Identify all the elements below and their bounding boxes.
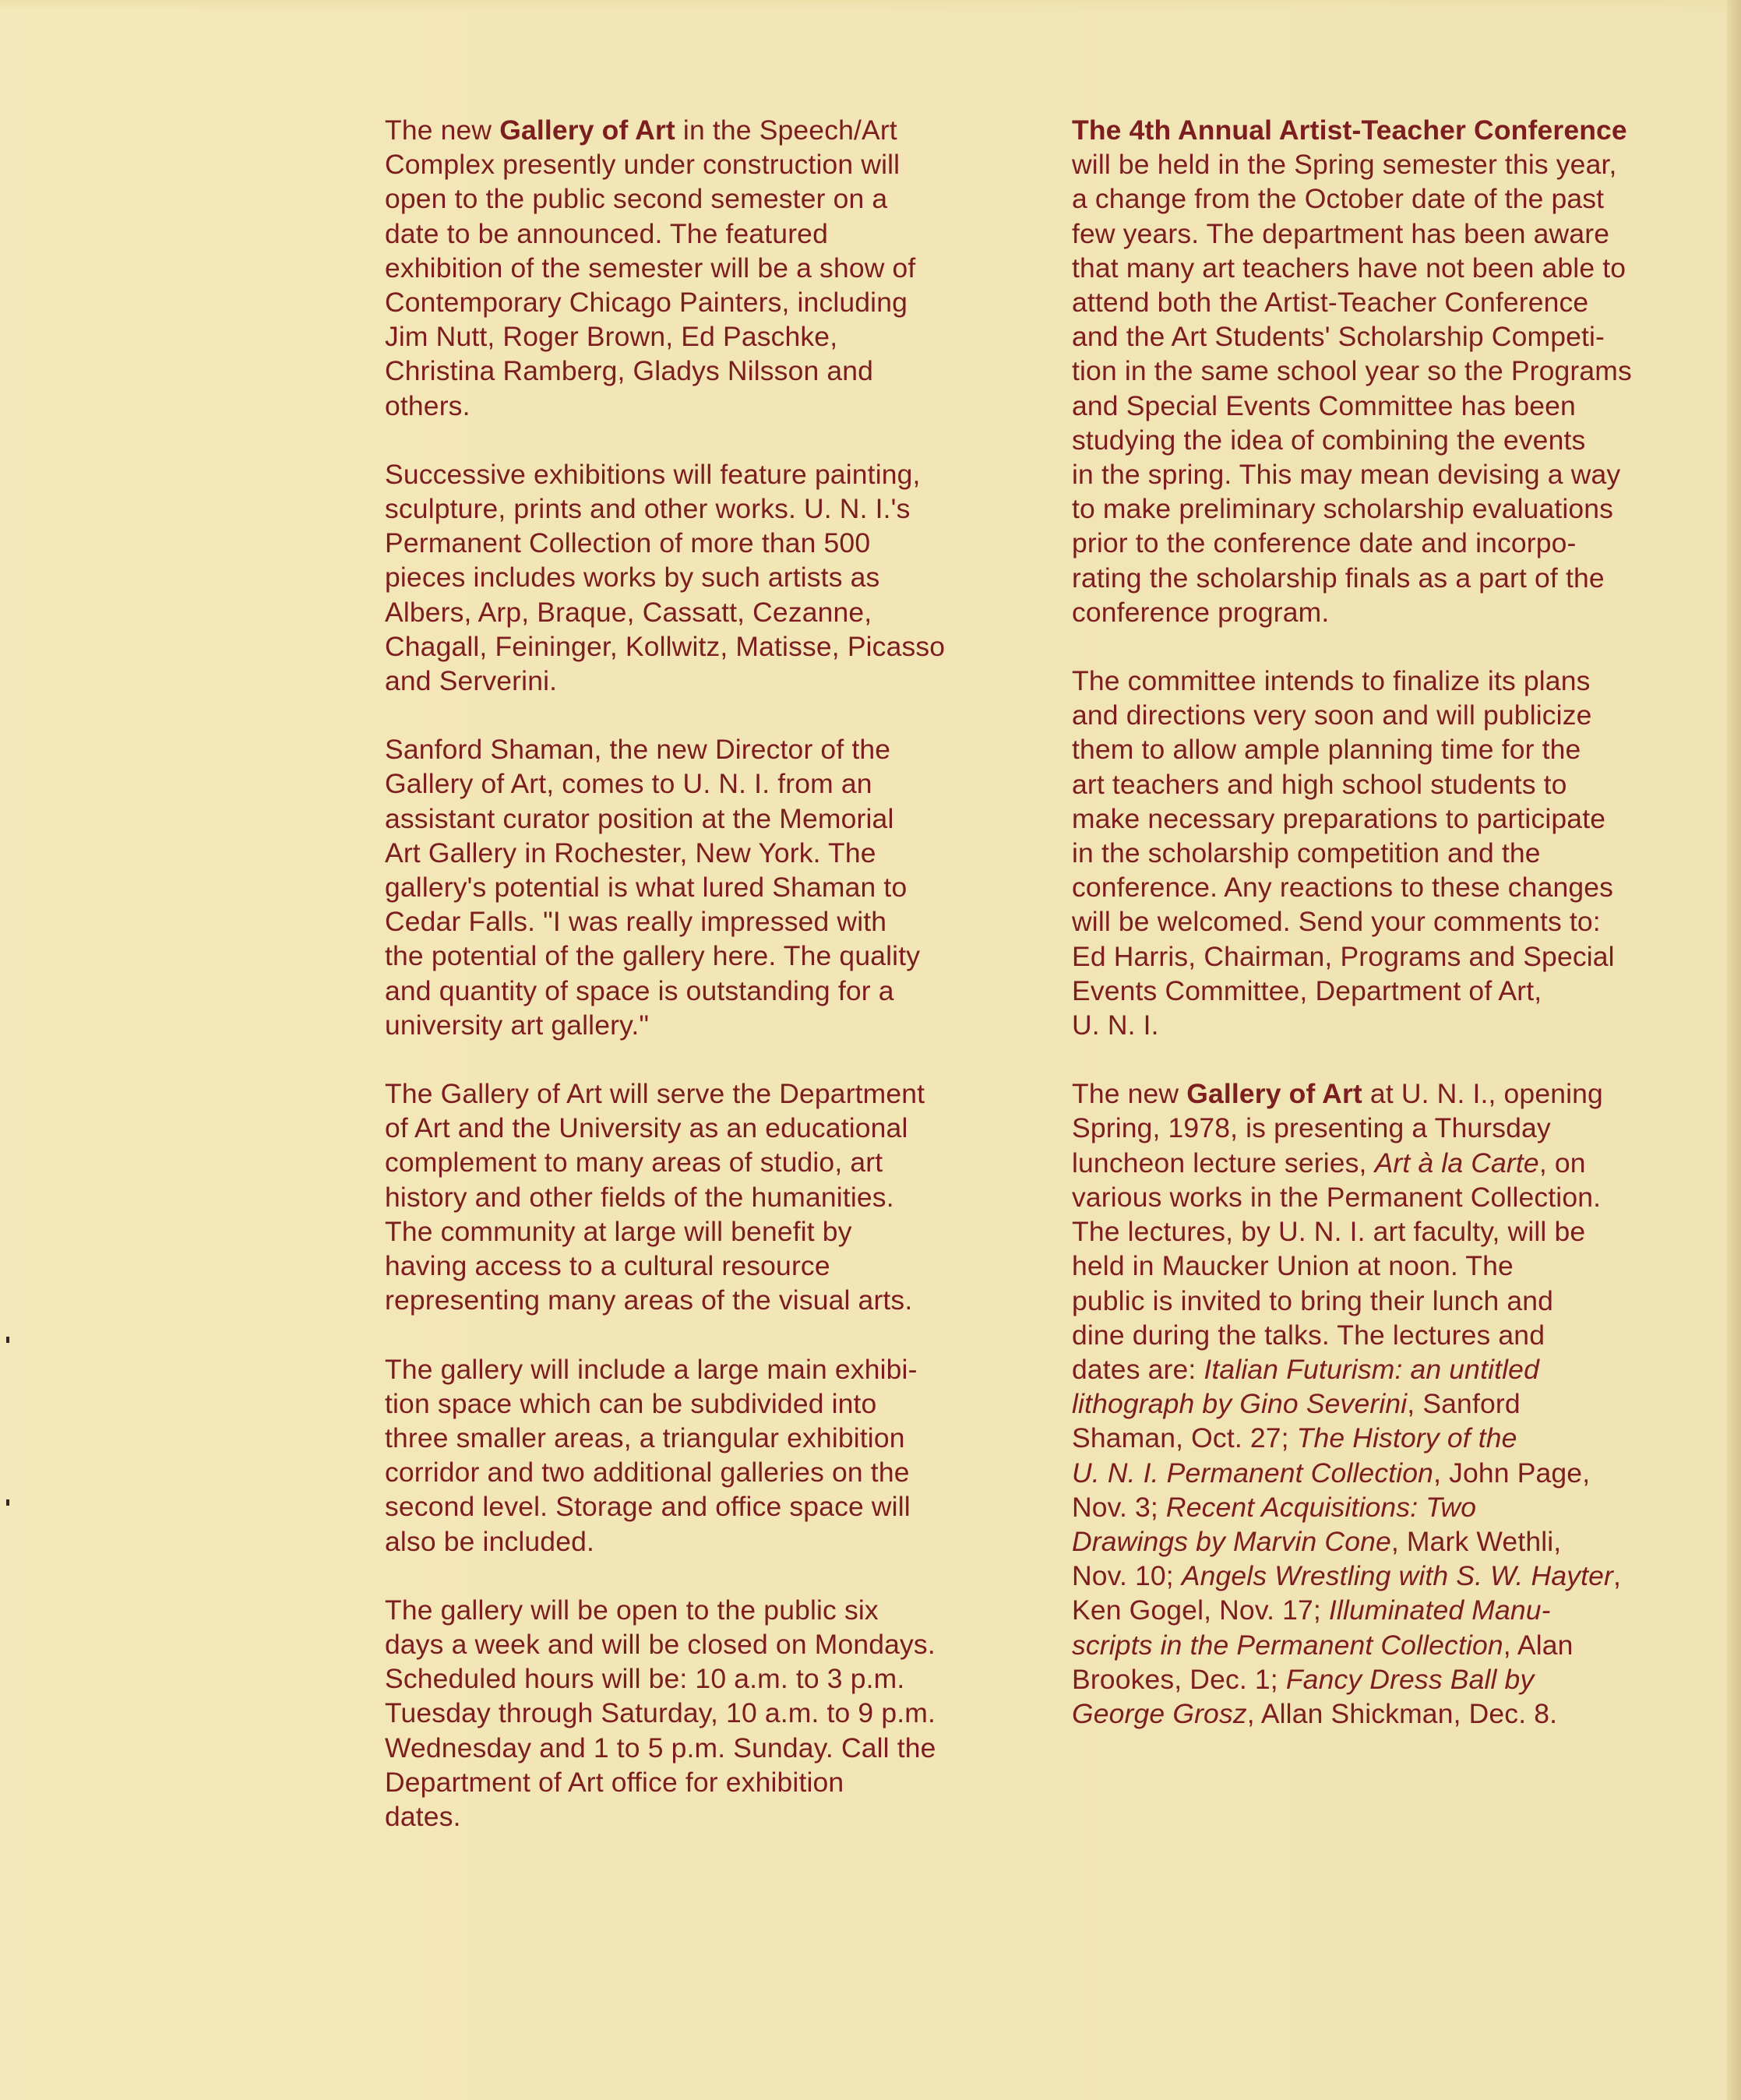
- director-paragraph: [385, 732, 1031, 1042]
- text-run: Brookes, Dec. 1;: [1072, 1663, 1286, 1695]
- text-line: [1072, 1111, 1695, 1145]
- text-run: various works in the Permanent Collection.: [1072, 1181, 1602, 1213]
- text-line: [1072, 802, 1695, 836]
- text-line: [385, 251, 1031, 285]
- text-run: Albers, Arp, Braque, Cassatt, Cezanne,: [385, 596, 872, 628]
- text-line: [1072, 217, 1695, 251]
- text-run: The committee intends to finalize its plans: [1072, 665, 1591, 697]
- page-right-edge: [1727, 0, 1741, 2100]
- text-line: [385, 1076, 1031, 1111]
- text-line: [1072, 1559, 1695, 1593]
- text-run: Gallery of Art, comes to U. N. I. from an: [385, 768, 872, 800]
- text-run: , Allan Shickman, Dec. 8.: [1246, 1697, 1558, 1729]
- text-line: [385, 1180, 1031, 1214]
- text-run: Scheduled hours will be: 10 a.m. to 3 p.m.: [385, 1663, 905, 1695]
- text-run: corridor and two additional galleries on the: [385, 1457, 910, 1489]
- text-run: tion in the same school year so the Programs: [1072, 355, 1632, 387]
- gallery-purpose-paragraph: [385, 1076, 1031, 1317]
- text-run: public is invited to bring their lunch and: [1072, 1284, 1554, 1316]
- text-line: [1072, 1662, 1695, 1697]
- text-run: Sanford Shaman, the new Director of the: [385, 734, 891, 766]
- italic-text: Drawings by Marvin Cone: [1072, 1525, 1391, 1557]
- text-line: [1072, 1352, 1695, 1386]
- text-run: at U. N. I., opening: [1362, 1078, 1603, 1110]
- text-line: [1072, 1249, 1695, 1283]
- text-line: [1072, 1146, 1695, 1180]
- text-line: [385, 836, 1031, 870]
- text-run: three smaller areas, a triangular exhibition: [385, 1422, 905, 1453]
- text-run: The community at large will benefit by: [385, 1215, 852, 1247]
- text-line: [385, 802, 1031, 836]
- text-line: [1072, 939, 1695, 974]
- text-line: [1072, 698, 1695, 732]
- text-line: [385, 1731, 1031, 1765]
- text-run: also be included.: [385, 1525, 594, 1557]
- text-run: Ed Harris, Chairman, Programs and Special: [1072, 940, 1615, 972]
- text-line: [385, 354, 1031, 388]
- margin-speck: [6, 1337, 9, 1343]
- text-line: [1072, 1628, 1695, 1662]
- italic-text: Illuminated Manu-: [1328, 1594, 1551, 1626]
- text-run: Complex presently under construction will: [385, 149, 900, 181]
- text-run: few years. The department has been aware: [1072, 217, 1610, 249]
- text-line: [1072, 1697, 1695, 1731]
- text-run: Events Committee, Department of Art,: [1072, 974, 1542, 1006]
- text-run: , Sanford: [1407, 1388, 1521, 1420]
- text-line: [1072, 870, 1695, 904]
- text-run: dates are:: [1072, 1353, 1204, 1385]
- text-run: and directions very soon and will publicize: [1072, 699, 1592, 731]
- text-run: and Serverini.: [385, 665, 558, 697]
- text-run: , on: [1538, 1147, 1586, 1179]
- italic-text: scripts in the Permanent Collection: [1072, 1629, 1503, 1661]
- text-line: [1072, 1284, 1695, 1318]
- text-run: The lectures, by U. N. I. art faculty, will be: [1072, 1216, 1586, 1248]
- text-run: pieces includes works by such artists as: [385, 562, 880, 594]
- text-run: and quantity of space is outstanding for a: [385, 974, 894, 1006]
- text-line: [1072, 1524, 1695, 1559]
- text-line: [1072, 1490, 1695, 1524]
- text-run: Wednesday and 1 to 5 p.m. Sunday. Call the: [385, 1732, 936, 1764]
- text-line: [385, 389, 1031, 423]
- text-line: [1072, 1421, 1695, 1455]
- italic-text: U. N. I. Permanent Collection: [1072, 1457, 1434, 1489]
- text-line: [1072, 251, 1695, 285]
- text-line: [385, 526, 1031, 560]
- exhibitions-paragraph: [385, 457, 1031, 698]
- text-run: second level. Storage and office space will: [385, 1491, 911, 1523]
- italic-text: The History of the: [1296, 1422, 1517, 1454]
- italic-text: Art à la Carte: [1374, 1147, 1539, 1179]
- text-run: Contemporary Chicago Painters, including: [385, 287, 908, 319]
- text-line: [1072, 1008, 1695, 1042]
- text-line: [385, 904, 1031, 939]
- text-line: [385, 147, 1031, 181]
- text-run: prior to the conference date and incorpo-: [1072, 527, 1577, 559]
- text-run: art teachers and high school students to: [1072, 768, 1567, 800]
- text-run: , Alan: [1503, 1629, 1574, 1661]
- text-run: rating the scholarship finals as a part of the: [1072, 562, 1605, 594]
- text-run: them to allow ample planning time for the: [1072, 734, 1581, 766]
- margin-speck: [6, 1499, 9, 1506]
- text-run: university art gallery.": [385, 1009, 650, 1041]
- text-run: tion space which can be subdivided into: [385, 1387, 877, 1419]
- text-line: [385, 939, 1031, 973]
- text-run: luncheon lecture series,: [1072, 1147, 1375, 1179]
- text-run: date to be announced. The featured: [385, 217, 828, 249]
- text-run: will be held in the Spring semester this year,: [1072, 149, 1617, 181]
- text-line: [1072, 767, 1695, 802]
- text-line: [385, 1352, 1031, 1386]
- text-run: Department of Art office for exhibition: [385, 1766, 844, 1798]
- text-line: [1072, 285, 1695, 319]
- text-line: [1072, 113, 1695, 147]
- text-line: [385, 1524, 1031, 1559]
- text-line: [385, 1214, 1031, 1249]
- text-line: [1072, 595, 1695, 629]
- italic-text: George Grosz: [1072, 1697, 1247, 1729]
- text-line: [385, 560, 1031, 594]
- text-line: [1072, 732, 1695, 766]
- text-run: history and other fields of the humanities.: [385, 1181, 894, 1213]
- text-run: to make preliminary scholarship evaluations: [1072, 493, 1614, 525]
- gallery-space-paragraph: [385, 1352, 1031, 1559]
- text-run: Permanent Collection of more than 500: [385, 527, 871, 559]
- text-line: [1072, 492, 1695, 526]
- text-run: dates.: [385, 1800, 461, 1832]
- italic-text: Angels Wrestling with S. W. Hayter: [1181, 1560, 1613, 1592]
- text-run: U. N. I.: [1072, 1009, 1159, 1041]
- italic-text: Italian Futurism: an untitled: [1204, 1353, 1539, 1385]
- text-line: [385, 1008, 1031, 1042]
- text-line: [385, 974, 1031, 1008]
- text-run: in the scholarship competition and the: [1072, 837, 1541, 869]
- bold-text: Gallery of Art: [1186, 1078, 1362, 1110]
- text-run: , Mark Wethli,: [1390, 1525, 1562, 1557]
- gallery-hours-paragraph: [385, 1593, 1031, 1834]
- committee-paragraph: [1072, 664, 1695, 1042]
- text-line: [1072, 561, 1695, 595]
- text-line: [1072, 319, 1695, 354]
- left-column: [385, 113, 1031, 1868]
- text-run: representing many areas of the visual arts.: [385, 1284, 913, 1316]
- text-line: [385, 217, 1031, 251]
- text-run: The gallery will include a large main exhibi-: [385, 1353, 918, 1385]
- text-line: [385, 1799, 1031, 1834]
- text-line: [385, 870, 1031, 904]
- text-run: assistant curator position at the Memorial: [385, 802, 894, 834]
- text-line: [385, 1386, 1031, 1421]
- text-line: [385, 1111, 1031, 1145]
- text-run: that many art teachers have not been able to: [1072, 252, 1626, 284]
- text-line: [1072, 423, 1695, 457]
- text-line: [385, 285, 1031, 319]
- text-run: of Art and the University as an educational: [385, 1112, 908, 1144]
- text-run: days a week and will be closed on Mondays.: [385, 1628, 936, 1660]
- text-run: in the Speech/Art: [675, 115, 897, 146]
- text-line: [385, 319, 1031, 354]
- text-run: the potential of the gallery here. The quality: [385, 940, 921, 972]
- lecture-series-paragraph: [1072, 1076, 1695, 1731]
- text-run: Tuesday through Saturday, 10 a.m. to 9 p.m.: [385, 1697, 936, 1729]
- bold-text: Gallery of Art: [499, 115, 675, 146]
- text-line: [1072, 389, 1695, 423]
- text-line: [385, 1145, 1031, 1179]
- text-line: [385, 1249, 1031, 1283]
- text-line: [385, 629, 1031, 664]
- text-line: [385, 1489, 1031, 1524]
- text-run: having access to a cultural resource: [385, 1250, 830, 1282]
- italic-text: Recent Acquisitions: Two: [1165, 1491, 1477, 1523]
- text-run: The Gallery of Art will serve the Department: [385, 1078, 925, 1110]
- text-run: in the spring. This may mean devising a way: [1072, 459, 1621, 491]
- text-line: [1072, 974, 1695, 1008]
- text-run: , John Page,: [1433, 1457, 1591, 1489]
- text-run: ,: [1613, 1560, 1622, 1592]
- text-run: Art Gallery in Rochester, New York. The: [385, 837, 876, 869]
- text-line: [385, 181, 1031, 216]
- conference-paragraph: [1072, 113, 1695, 629]
- bold-text: The 4th Annual Artist-Teacher Conference: [1072, 115, 1627, 146]
- text-run: Successive exhibitions will feature painting,: [385, 458, 921, 490]
- page-top-edge: [0, 0, 1741, 11]
- text-run: and the Art Students' Scholarship Competi-: [1072, 321, 1605, 353]
- text-line: [1072, 904, 1695, 939]
- text-line: [385, 1455, 1031, 1489]
- text-line: [385, 113, 1031, 147]
- text-line: [1072, 1593, 1695, 1627]
- text-line: [385, 732, 1031, 766]
- text-line: [385, 1661, 1031, 1696]
- text-run: make necessary preparations to participate: [1072, 802, 1606, 834]
- text-run: studying the idea of combining the events: [1072, 424, 1586, 456]
- text-run: a change from the October date of the past: [1072, 183, 1605, 215]
- text-run: conference. Any reactions to these changes: [1072, 872, 1614, 904]
- text-line: [385, 1765, 1031, 1799]
- text-line: [385, 1696, 1031, 1730]
- italic-text: Fancy Dress Ball by: [1285, 1663, 1535, 1695]
- text-line: [385, 457, 1031, 492]
- text-line: [1072, 1456, 1695, 1490]
- text-run: The new: [1072, 1078, 1187, 1110]
- text-line: [1072, 1214, 1695, 1249]
- text-line: [385, 766, 1031, 801]
- text-run: Shaman, Oct. 27;: [1072, 1422, 1297, 1454]
- text-line: [1072, 181, 1695, 216]
- italic-text: lithograph by Gino Severini: [1072, 1388, 1408, 1420]
- text-run: gallery's potential is what lured Shaman to: [385, 872, 908, 904]
- text-line: [1072, 457, 1695, 492]
- text-line: [1072, 1386, 1695, 1421]
- right-column: [1072, 113, 1695, 1765]
- text-line: [1072, 664, 1695, 698]
- text-run: The gallery will be open to the public six: [385, 1594, 879, 1626]
- text-run: Nov. 3;: [1072, 1491, 1166, 1523]
- text-run: open to the public second semester on a: [385, 183, 888, 215]
- text-line: [385, 1283, 1031, 1317]
- text-line: [1072, 1318, 1695, 1352]
- text-run: exhibition of the semester will be a show of: [385, 252, 916, 284]
- text-run: Ken Gogel, Nov. 17;: [1072, 1594, 1329, 1626]
- text-run: will be welcomed. Send your comments to:: [1072, 906, 1601, 938]
- text-run: Cedar Falls. "I was really impressed with: [385, 906, 887, 938]
- text-run: held in Maucker Union at noon. The: [1072, 1250, 1514, 1282]
- text-run: Nov. 10;: [1072, 1560, 1182, 1592]
- text-line: [385, 1593, 1031, 1627]
- text-run: others.: [385, 389, 470, 421]
- text-run: conference program.: [1072, 596, 1330, 628]
- gallery-opening-paragraph: [385, 113, 1031, 423]
- text-line: [1072, 1076, 1695, 1111]
- text-line: [385, 1627, 1031, 1661]
- text-line: [385, 664, 1031, 698]
- text-run: Chagall, Feininger, Kollwitz, Matisse, Picasso: [385, 630, 946, 662]
- text-run: complement to many areas of studio, art: [385, 1147, 883, 1179]
- text-run: attend both the Artist-Teacher Conference: [1072, 287, 1589, 319]
- text-run: dine during the talks. The lectures and: [1072, 1319, 1545, 1351]
- text-line: [385, 595, 1031, 629]
- text-line: [1072, 836, 1695, 870]
- text-line: [1072, 147, 1695, 181]
- text-run: Christina Ramberg, Gladys Nilsson and: [385, 355, 874, 387]
- text-run: Jim Nutt, Roger Brown, Ed Paschke,: [385, 321, 838, 353]
- text-line: [1072, 354, 1695, 388]
- text-line: [385, 1421, 1031, 1455]
- text-run: sculpture, prints and other works. U. N. I.'s: [385, 493, 911, 525]
- text-run: The new: [385, 115, 500, 146]
- text-run: Spring, 1978, is presenting a Thursday: [1072, 1112, 1551, 1144]
- text-run: and Special Events Committee has been: [1072, 389, 1576, 421]
- text-line: [1072, 1180, 1695, 1214]
- text-line: [1072, 526, 1695, 560]
- text-line: [385, 492, 1031, 526]
